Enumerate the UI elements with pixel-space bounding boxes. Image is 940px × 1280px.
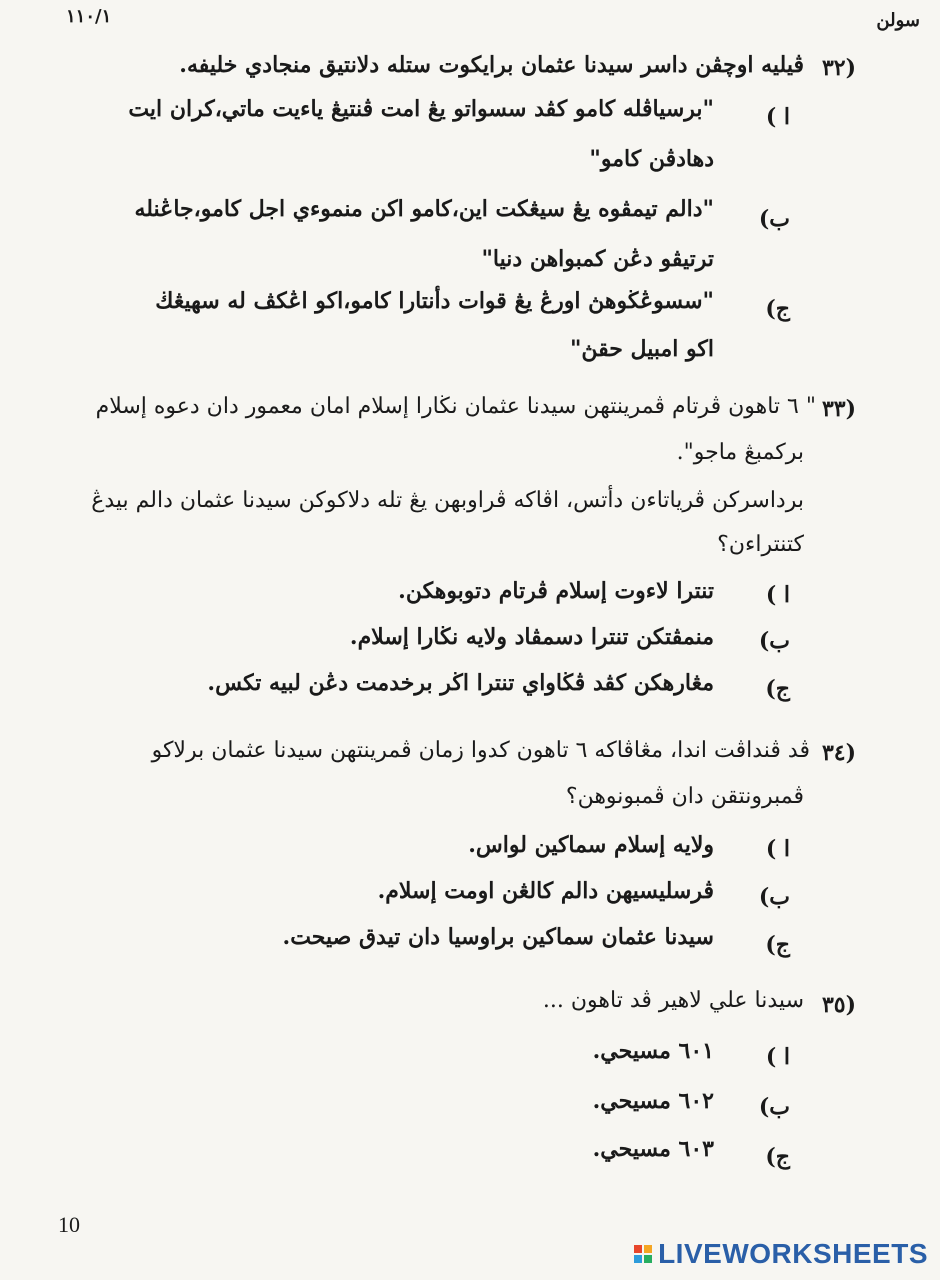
option-text: منمڤتكن تنترا دسمڤاد ولايه نڬارا إسلام. [349, 624, 714, 650]
question-number: ٣٤) [821, 740, 856, 766]
logo-square-1 [634, 1245, 642, 1253]
liveworksheets-logo-icon [634, 1245, 652, 1263]
question-quote: " ٦ تاهون ڤرتام ڤمرينتهن سيدنا عثمان نڬارا إسلام امان معمور دان دعوه إسلام [95, 394, 816, 419]
question-number: ٣٥) [821, 992, 856, 1018]
logo-square-4 [644, 1255, 652, 1263]
option-text: "دالم تيمڤوه يڠ سيڠكت اين،كامو اكن منموءي اجل كامو،جاڠنله [134, 196, 714, 222]
option-text: ٦٠٢ مسيحي. [592, 1088, 714, 1114]
option-text: ٦٠١ مسيحي. [592, 1038, 714, 1064]
option-text: سيدنا عثمان سماكين براوسيا دان تيدق صيحت. [282, 924, 714, 950]
logo-square-3 [634, 1255, 642, 1263]
liveworksheets-logo-text: LIVEWORKSHEETS [658, 1238, 928, 1269]
page-code: ١١٠/١ [66, 6, 112, 27]
option-letter: ج) [765, 1144, 790, 1170]
option-text: "سسوڠڬوهڽ اورڠ يڠ قوات دأنتارا كامو،اكو اڠكڤ له سهيڠڬ [155, 288, 714, 314]
option-letter: ج) [765, 676, 790, 702]
liveworksheets-logo[interactable] [634, 1238, 928, 1270]
question-prompt: كتنتراءن؟ [717, 532, 804, 557]
option-letter: ا ) [765, 582, 790, 608]
option-text: "برسياڤله كامو كڤد سسواتو يڠ امت ڤنتيڠ ياءيت ماتي،كران ايت [128, 96, 714, 122]
option-text: ترتيڤو دڠن كمبواهن دنيا" [481, 246, 714, 272]
option-text: ڤرسليسيهن دالم كالڠن اومت إسلام. [377, 878, 714, 904]
option-text: مڠارهكن كڤد ڤڬاواي تنترا اڬر برخدمت دڠن لبيه تكس. [207, 670, 714, 696]
option-letter: ب) [758, 628, 790, 654]
option-text: دهادڤن كامو" [589, 146, 714, 172]
question-number: ٣٢) [821, 55, 856, 81]
page-number: 10 [58, 1212, 80, 1237]
question-quote: بركمبڠ ماجو". [676, 440, 804, 465]
option-letter: ب) [758, 206, 790, 232]
question-number: ٣٣) [821, 396, 856, 422]
option-letter: ا ) [765, 104, 790, 130]
option-text: تنترا لاءوت إسلام ڤرتام دتوبوهكن. [398, 578, 714, 604]
option-text: ٦٠٣ مسيحي. [592, 1136, 714, 1162]
question-stem: ڤيليه اوچڤن داسر سيدنا عثمان برايكوت ستله دلانتيق منجادي خليفه. [179, 52, 804, 78]
question-stem: سيدنا علي لاهير ڤد تاهون ... [542, 988, 804, 1013]
option-letter: ج) [765, 932, 790, 958]
option-letter: ج) [765, 296, 790, 322]
option-letter: ب) [758, 884, 790, 910]
option-text: اكو امبيل حقڽ" [569, 336, 714, 362]
question-stem: ڤد ڤنداڤت اندا، مڠاڤاكه ٦ تاهون كدوا زمان ڤمرينتهن سيدنا عثمان برلاكو [151, 738, 810, 763]
option-text: ولايه إسلام سماكين لواس. [468, 832, 714, 858]
option-letter: ا ) [765, 836, 790, 862]
logo-square-2 [644, 1245, 652, 1253]
option-letter: ب) [758, 1094, 790, 1120]
question-prompt: برداسركن ڤرياتاءن دأتس، اڤاكه ڤراوبهن يڠ تله دلاكوكن سيدنا عثمان دالم بيدڠ [91, 488, 804, 513]
option-letter: ا ) [765, 1044, 790, 1070]
question-stem: ڤمبرونتقن دان ڤمبونوهن؟ [565, 784, 804, 809]
subject-label: سولن [876, 10, 920, 31]
